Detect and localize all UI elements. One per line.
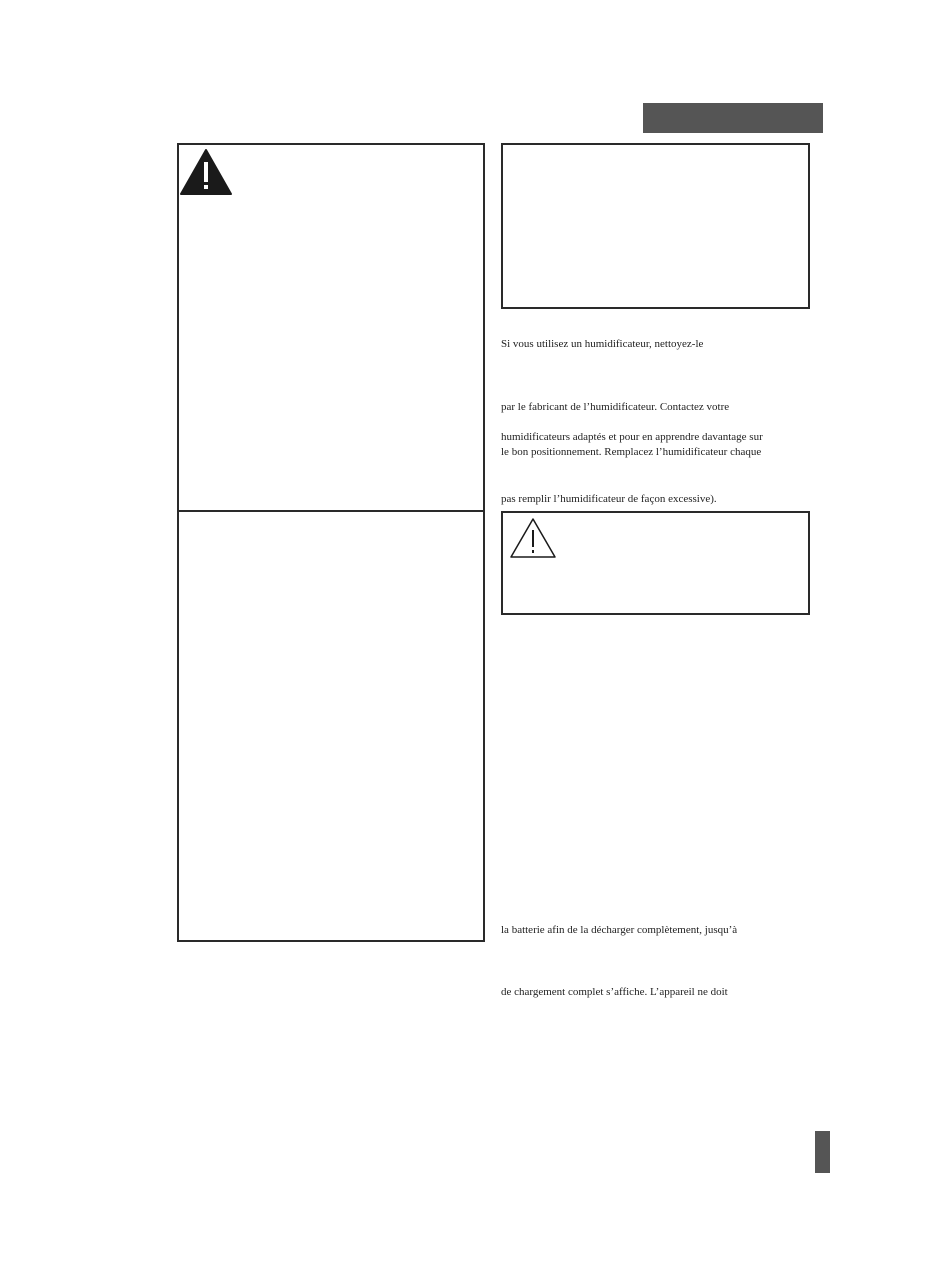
warning-triangle-filled-icon: [179, 148, 233, 196]
page-edge-tab: [815, 1131, 830, 1173]
body-text-line: le bon positionnement. Remplacez l’humidificateur chaque: [501, 446, 762, 458]
body-text-line: de chargement complet s’affiche. L’appareil ne doit: [501, 986, 728, 998]
warning-box-left-bottom: [177, 510, 485, 942]
body-text-line: humidificateurs adaptés et pour en apprendre davantage sur: [501, 431, 763, 443]
warning-triangle-outline-icon: [509, 516, 557, 560]
body-text-line: pas remplir l’humidificateur de façon excessive).: [501, 493, 717, 505]
body-text-line: par le fabricant de l’humidificateur. Contactez votre: [501, 401, 730, 413]
section-header-tab: [643, 103, 823, 133]
warning-box-left-top: [177, 143, 485, 512]
body-text-line: la batterie afin de la décharger complètement, jusqu’à: [501, 924, 738, 936]
body-text-line: Si vous utilisez un humidificateur, nettoyez-le: [501, 338, 704, 350]
notice-box-right-top: [501, 143, 810, 309]
